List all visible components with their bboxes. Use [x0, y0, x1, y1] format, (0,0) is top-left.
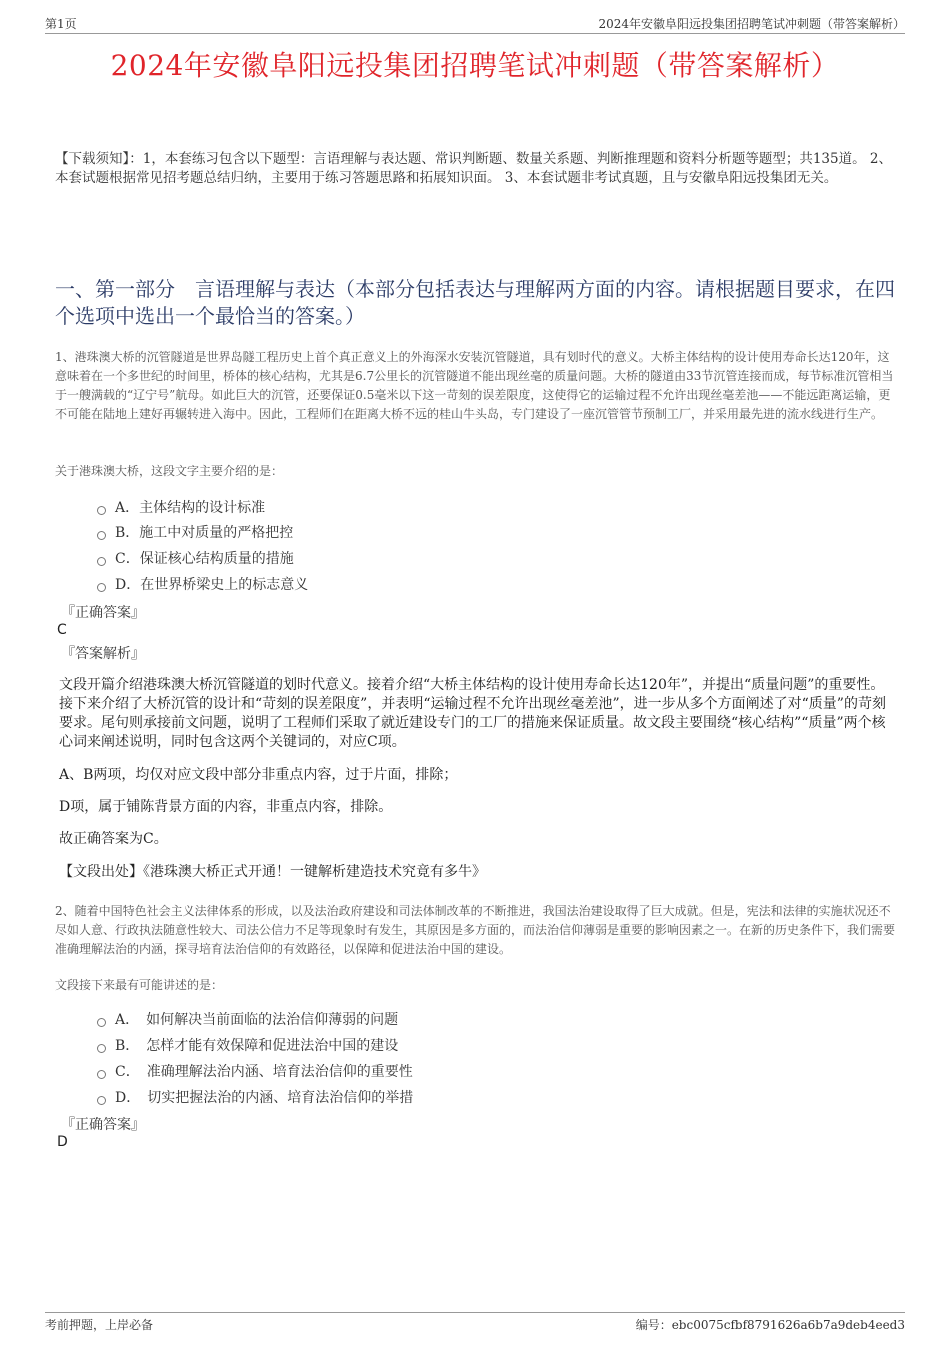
question-1-answer: C — [57, 622, 67, 638]
radio-icon[interactable] — [97, 557, 106, 566]
question-1-prompt: 关于港珠澳大桥，这段文字主要介绍的是： — [55, 464, 284, 478]
option-label: A．主体结构的设计标准 — [115, 500, 266, 516]
section-heading: 一、第一部分 言语理解与表达（本部分包括表达与理解两方面的内容。请根据题目要求，在四个选项中选出一个最恰当的答案。） — [55, 277, 895, 328]
option-label: D．在世界桥梁史上的标志意义 — [115, 577, 309, 593]
radio-icon[interactable] — [97, 506, 106, 515]
question-2-prompt: 文段接下来最有可能讲述的是： — [55, 978, 224, 992]
footer-document-id: 编号：ebc0075cfbf8791626a6b7a9deb4eed3 — [635, 1318, 905, 1332]
option-label: C． 准确理解法治内涵、培育法治信仰的重要性 — [115, 1064, 413, 1080]
radio-icon[interactable] — [97, 583, 106, 592]
option-label: B． 怎样才能有效保障和促进法治中国的建设 — [115, 1038, 399, 1054]
radio-icon[interactable] — [97, 1070, 106, 1079]
radio-icon[interactable] — [97, 531, 106, 540]
page-title: 2024年安徽阜阳远投集团招聘笔试冲刺题（带答案解析） — [110, 49, 840, 82]
page-number: 第1页 — [45, 17, 77, 31]
option-label: C．保证核心结构质量的措施 — [115, 551, 294, 567]
question-1-analysis-paragraph: D项，属于铺陈背景方面的内容，非重点内容，排除。 — [59, 799, 393, 815]
question-1-analysis-paragraph: 故正确答案为C。 — [59, 831, 168, 847]
option-label: D． 切实把握法治的内涵、培育法治信仰的举措 — [115, 1090, 414, 1106]
question-1-option-c[interactable] — [97, 548, 294, 568]
question-2-option-b[interactable] — [97, 1035, 398, 1055]
question-2-option-a[interactable] — [97, 1009, 398, 1029]
question-2-option-c[interactable] — [97, 1061, 413, 1081]
question-1-passage: 1、港珠澳大桥的沉管隧道是世界岛隧工程历史上首个真正意义上的外海深水安装沉管隧道，具有划时代的意义。大桥主体结构的设计使用寿命长达120年，这意味着在一个多世纪的时间里，桥体的核心结构，尤其是6.7公里长的沉管隧道不能出现丝毫的质量问题。大桥的隧道由33节沉管连接而成，每节标准沉管相当于一艘满载的“辽宁号”航母。如此巨大的沉管，还要保证0.5毫米以下这一苛刻的误差限度，这使得它的运输过程不允许出现丝毫差池——不能远距离运输，更不可能在陆地上建好再辗转进入海中。因此，工程师们在距离大桥不远的桂山牛头岛，专门建设了一座沉管管节预制工厂，并采用最先进的流水线进行生产。 — [55, 350, 894, 421]
question-1-analysis-tag: 『答案解析』 — [61, 646, 145, 662]
radio-icon[interactable] — [97, 1018, 106, 1027]
question-1-analysis-paragraph: 文段开篇介绍港珠澳大桥沉管隧道的划时代意义。接着介绍“大桥主体结构的设计使用寿命长达120年”，并提出“质量问题”的重要性。接下来介绍了大桥沉管的设计和“苛刻的误差限度”，并表明“运输过程不允许出现丝毫差池”，进一步从多个方面阐述了对“质量”的苛刻要求。尾句则承接前文问题，说明了工程师们采取了就近建设专门的工厂的措施来保证质量。故文段主要围绕“核心结构”“质量”两个核心词来阐述说明，同时包含这两个关键词的，对应C项。 — [59, 677, 886, 750]
footer-divider — [45, 1312, 905, 1313]
header-doc-title: 2024年安徽阜阳远投集团招聘笔试冲刺题（带答案解析） — [598, 17, 905, 31]
option-label: B．施工中对质量的严格把控 — [115, 525, 294, 541]
header-divider — [45, 33, 905, 34]
question-1-option-a[interactable] — [97, 497, 265, 517]
question-1-answer-tag: 『正确答案』 — [61, 605, 145, 621]
question-1-option-d[interactable] — [97, 574, 308, 594]
question-2-option-d[interactable] — [97, 1087, 413, 1107]
question-2-answer: D — [57, 1134, 68, 1150]
download-notice: 【下载须知】：1，本套练习包含以下题型：言语理解与表达题、常识判断题、数量关系题、判断推理题和资料分析题等题型；共135道。 2、本套试题根据常见招考题总结归纳，主要用于练习答题思路和拓展知识面。 3、本套试题非考试真题，且与安徽阜阳远投集团无关。 — [55, 151, 892, 186]
radio-icon[interactable] — [97, 1096, 106, 1105]
question-2-passage: 2、随着中国特色社会主义法律体系的形成，以及法治政府建设和司法体制改革的不断推进，我国法治建设取得了巨大成就。但是，宪法和法律的实施状况还不尽如人意、行政执法随意性较大、司法公信力不足等现象时有发生，其原因是多方面的，而法治信仰薄弱是重要的影响因素之一。在新的历史条件下，我们需要准确理解法治的内涵，探寻培育法治信仰的有效路径，以保障和促进法治中国的建设。 — [55, 904, 896, 956]
option-label: A． 如何解决当前面临的法治信仰薄弱的问题 — [115, 1012, 399, 1028]
question-1-option-b[interactable] — [97, 522, 293, 542]
radio-icon[interactable] — [97, 1044, 106, 1053]
question-1-source: 【文段出处】《港珠澳大桥正式开通！一键解析建造技术究竟有多牛》 — [59, 864, 486, 880]
question-1-analysis-paragraph: A、B两项，均仅对应文段中部分非重点内容，过于片面，排除； — [59, 767, 458, 783]
footer-slogan: 考前押题，上岸必备 — [45, 1318, 154, 1332]
question-2-answer-tag: 『正确答案』 — [61, 1117, 145, 1133]
